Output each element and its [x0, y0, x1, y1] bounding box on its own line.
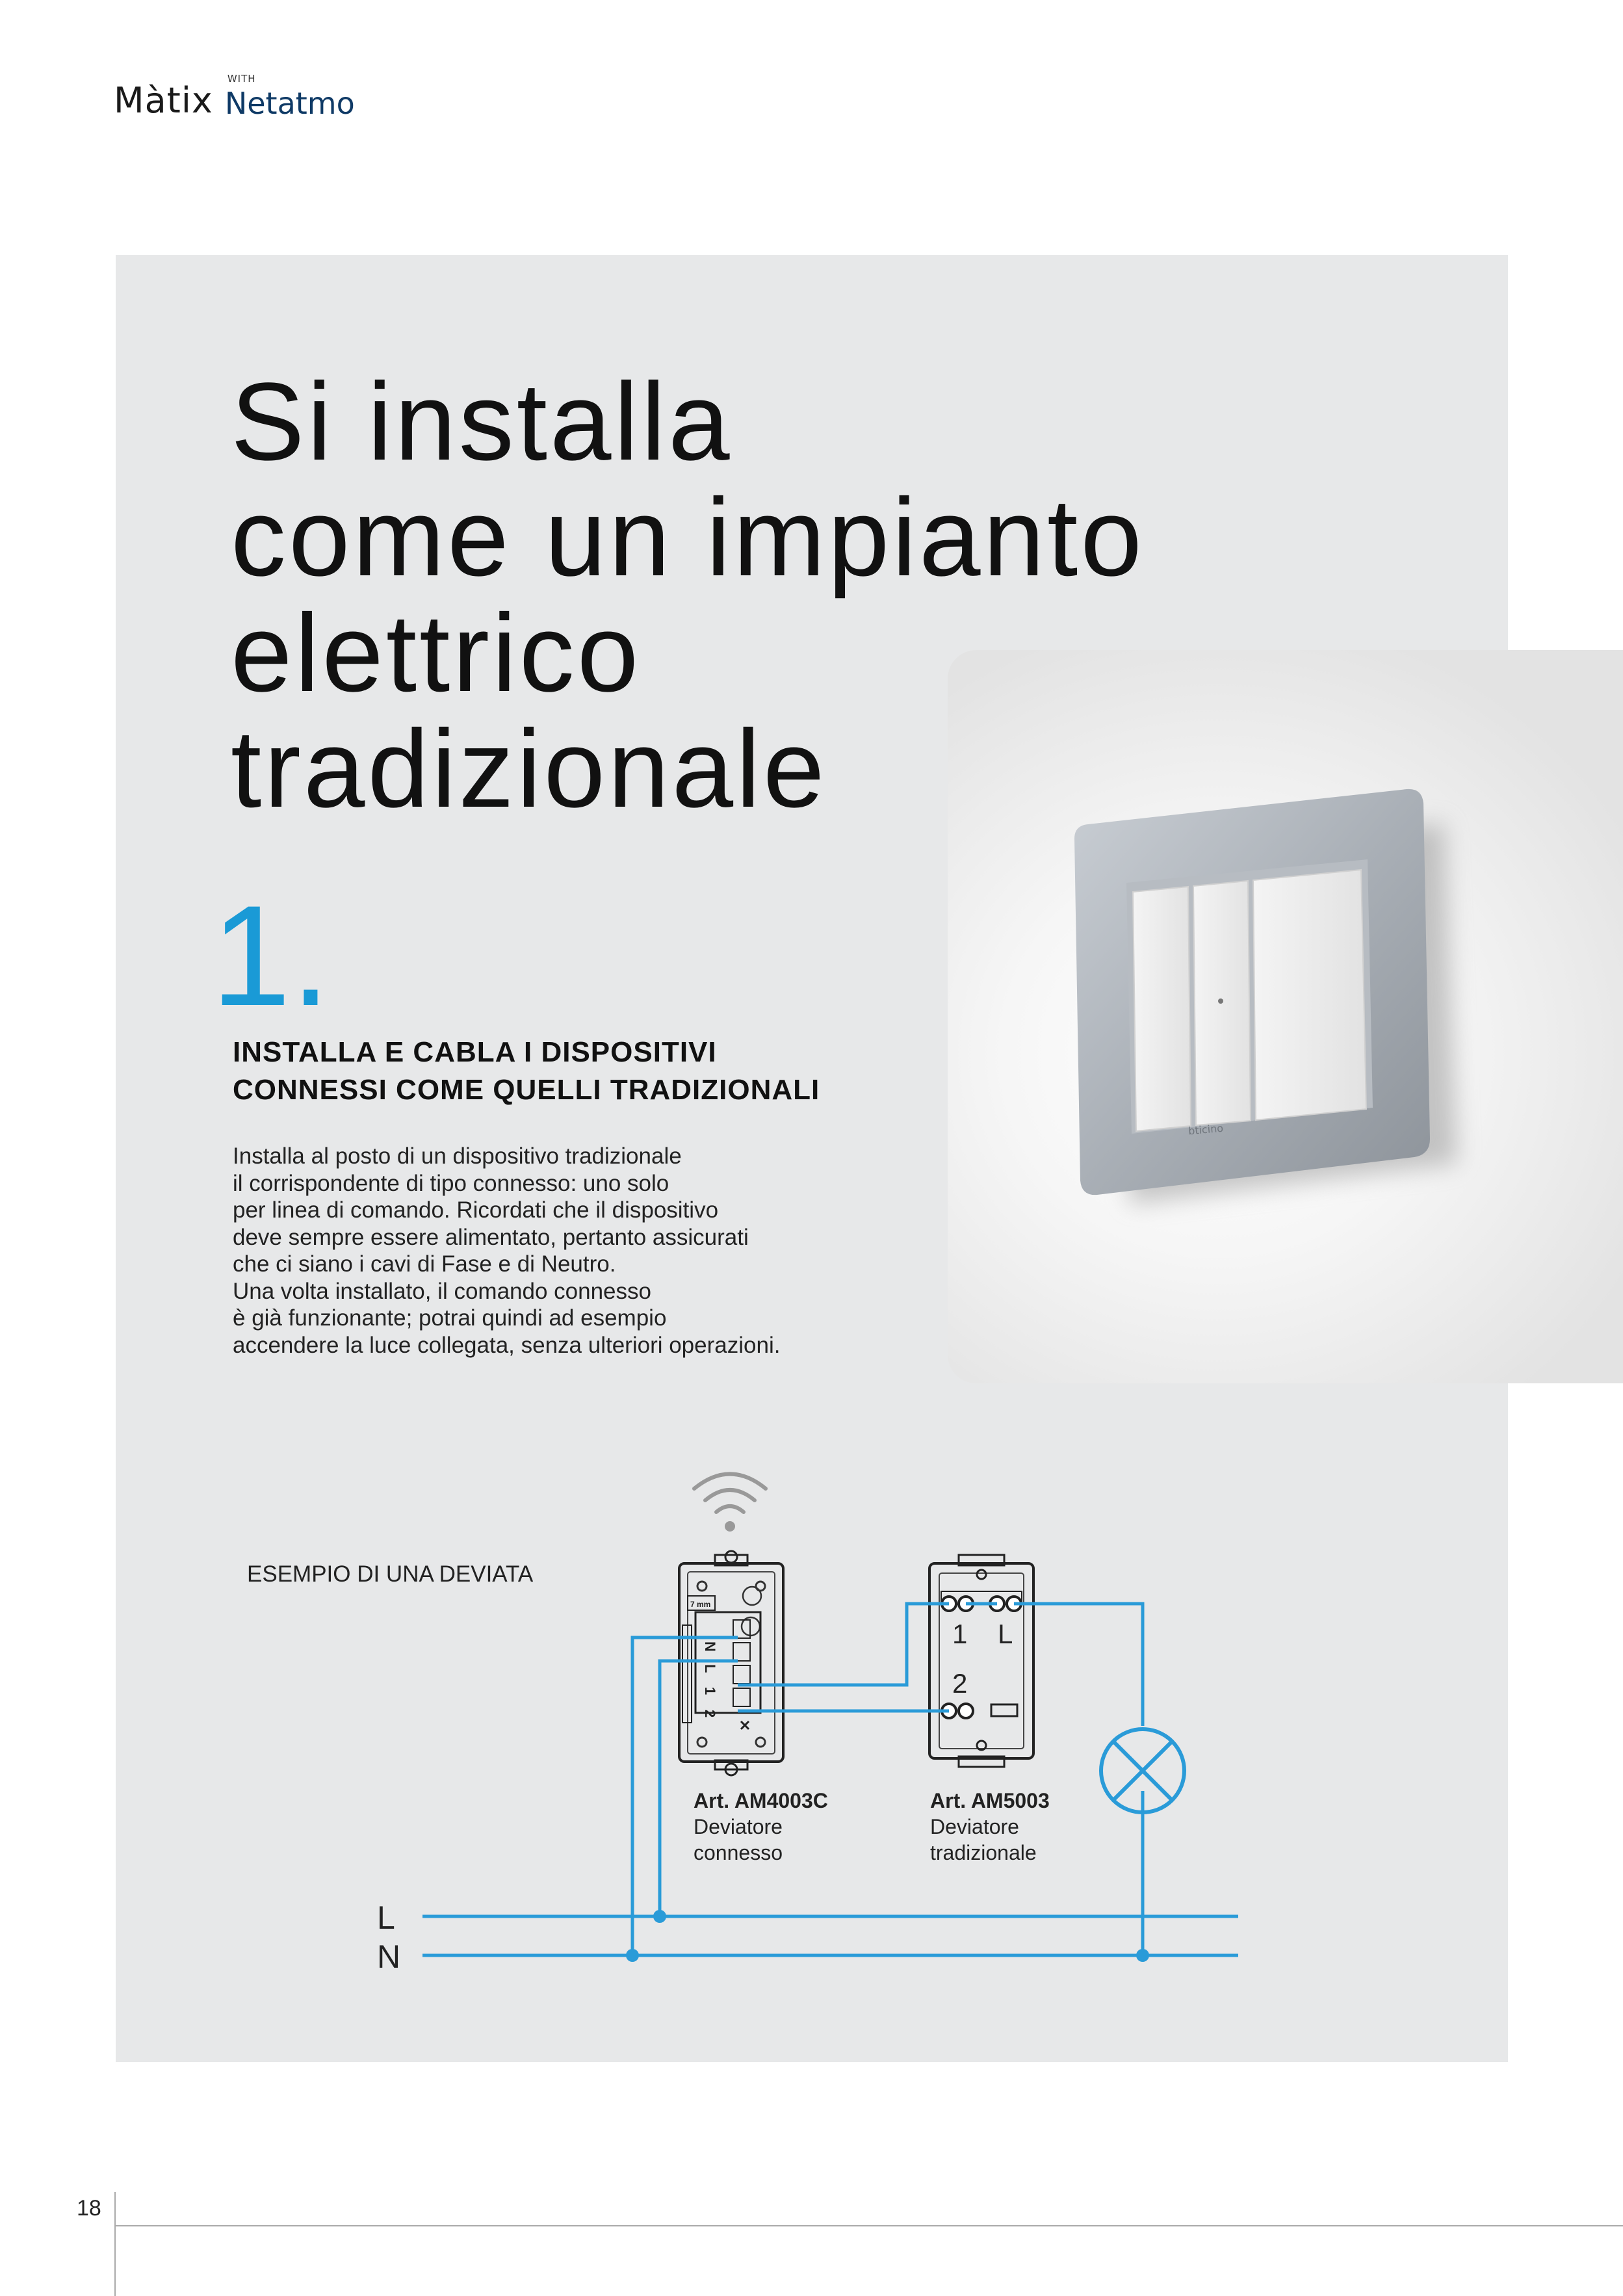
step-body-line: accendere la luce collegata, senza ulteriori operazioni. — [233, 1332, 781, 1358]
brand-name: Màtix — [114, 80, 213, 121]
terminal-2-label: 2 — [952, 1668, 968, 1699]
wifi-icon — [694, 1474, 766, 1532]
device-traditional-switch — [929, 1555, 1033, 1767]
step-body-line: Installa al posto di un dispositivo tradizionale — [233, 1143, 682, 1169]
device2-name-line: tradizionale — [930, 1841, 1037, 1864]
step-body-line: che ci siano i cavi di Fase e di Neutro. — [233, 1251, 616, 1277]
device1-name-line: connesso — [694, 1841, 783, 1864]
line-l-label: L — [377, 1899, 395, 1936]
headline-line-1: Si installa — [231, 360, 733, 484]
headline-line-3: elettrico — [231, 592, 642, 715]
terminal-2-label: 2 — [702, 1710, 718, 1718]
terminal-n-label: N — [702, 1641, 718, 1652]
device2-caption — [930, 1788, 1050, 1866]
strip-length-label: 7 mm — [690, 1600, 711, 1609]
step-body-line: Una volta installato, il comando connesso — [233, 1278, 651, 1304]
step-body-line: per linea di comando. Ricordati che il dispositivo — [233, 1197, 719, 1223]
device-connected-switch — [679, 1551, 783, 1775]
device2-art: Art. AM5003 — [930, 1789, 1050, 1812]
headline-line-2: come un impianto — [231, 476, 1145, 599]
step-body-line: è già funzionante; potrai quindi ad esempio — [233, 1305, 667, 1331]
terminal-1-label: 1 — [702, 1687, 718, 1695]
plate-brand-logo: bticino — [1188, 1121, 1224, 1138]
step-title-line-2: CONNESSI COME QUELLI TRADIZIONALI — [233, 1074, 820, 1106]
brand-netatmo: Netatmo — [224, 86, 355, 121]
step-body-line: deve sempre essere alimentato, pertanto assicurati — [233, 1224, 749, 1250]
device1-caption — [694, 1788, 828, 1866]
step-body-line: il corrispondente di tipo connesso: uno solo — [233, 1170, 669, 1196]
page-number: 18 — [77, 2196, 101, 2221]
wires — [422, 1604, 1238, 1955]
diagram-label: ESEMPIO DI UNA DEVIATA — [247, 1561, 534, 1587]
terminal-1-label: 1 — [952, 1619, 968, 1649]
wire-traveler-1 — [738, 1604, 949, 1685]
brand-with: WITH — [227, 73, 256, 85]
terminal-l-label: L — [998, 1619, 1013, 1649]
line-n-label: N — [377, 1938, 401, 1975]
step-number: 1. — [211, 876, 331, 1036]
step-title-line-1: INSTALLA E CABLA I DISPOSITIVI — [233, 1036, 717, 1068]
device2-name-line: Deviatore — [930, 1815, 1019, 1838]
device1-name-line: Deviatore — [694, 1815, 783, 1838]
footer-vertical-rule — [114, 2192, 116, 2296]
device1-art: Art. AM4003C — [694, 1789, 828, 1812]
terminal-l-label: L — [702, 1664, 718, 1673]
footer-horizontal-rule — [114, 2225, 1623, 2226]
headline-line-4: tradizionale — [231, 707, 827, 831]
